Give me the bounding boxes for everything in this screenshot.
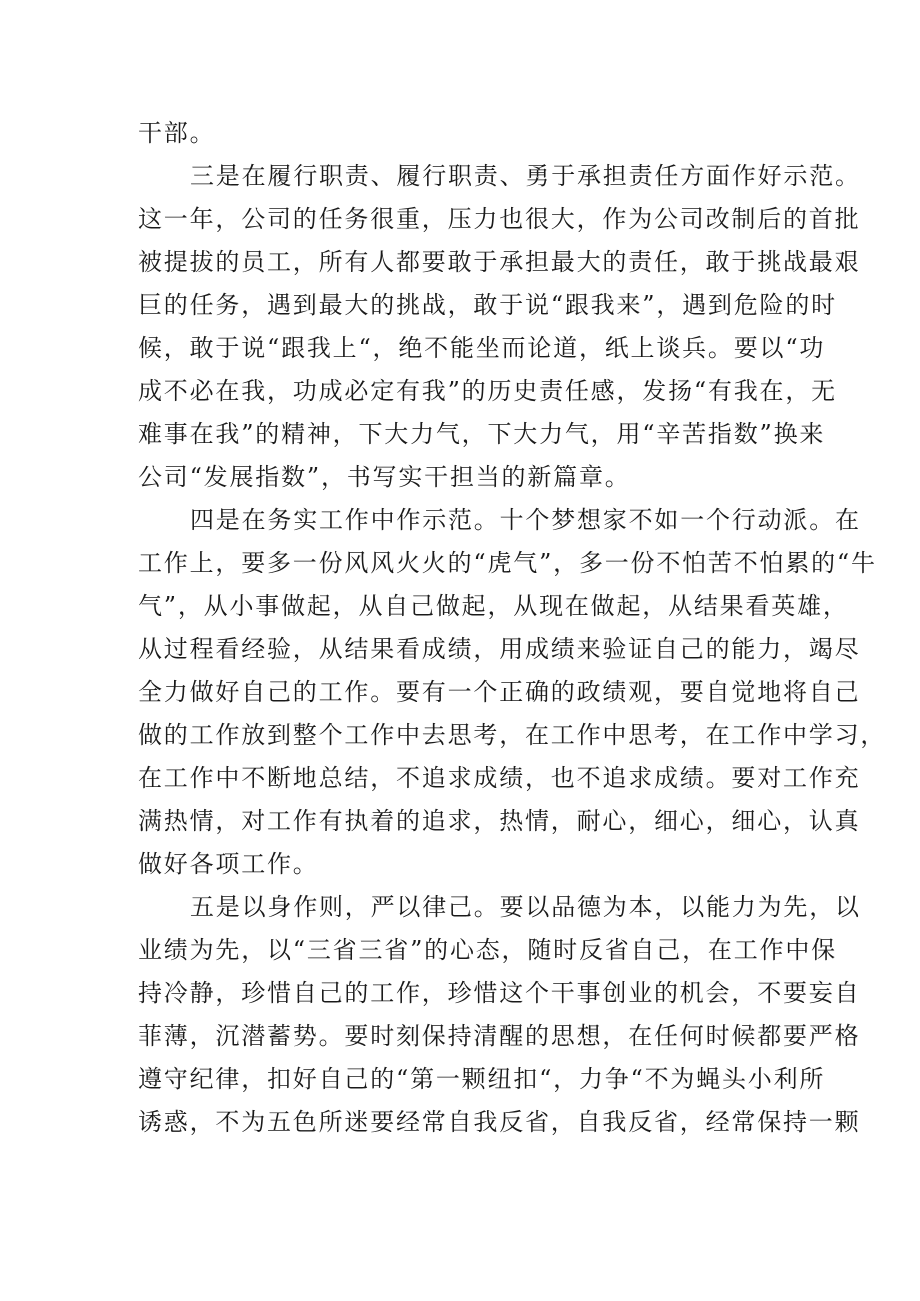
text-line: 诱惑，不为五色所迷要经常自我反省，自我反省，经常保持一颗 xyxy=(138,1108,861,1136)
text-line: 业绩为先，以“三省三省”的心态，随时反省自己，在工作中保 xyxy=(138,936,837,964)
text-line: 这一年，公司的任务很重，压力也很大，作为公司改制后的首批 xyxy=(138,205,861,233)
text-line: 干部。 xyxy=(138,119,216,147)
text-line: 气”，从小事做起，从自己做起，从现在做起，从结果看英雄， xyxy=(138,592,849,620)
text-line: 公司“发展指数”，书写实干担当的新篇章。 xyxy=(138,463,631,491)
text-line: 满热情，对工作有执着的追求，热情，耐心，细心，细心，认真 xyxy=(138,807,861,835)
text-line: 难事在我”的精神，下大力气，下大力气，用“辛苦指数”换来 xyxy=(138,420,826,448)
text-line: 做的工作放到整个工作中去思考，在工作中思考，在工作中学习， xyxy=(138,721,887,749)
text-line: 从过程看经验，从结果看成绩，用成绩来验证自己的能力，竭尽 xyxy=(138,635,861,663)
text-line: 菲薄，沉潜蓄势。要时刻保持清醒的思想，在任何时候都要严格 xyxy=(138,1022,861,1050)
text-line: 被提拔的员工，所有人都要敢于承担最大的责任，敢于挑战最艰 xyxy=(138,248,861,276)
body-text xyxy=(138,112,887,1144)
text-line: 全力做好自己的工作。要有一个正确的政绩观，要自觉地将自己 xyxy=(138,678,861,706)
text-line: 候，敢于说“跟我上“，绝不能坐而论道，纸上谈兵。要以“功 xyxy=(138,334,826,362)
text-line: 成不必在我，功成必定有我”的历史责任感，发扬“有我在，无 xyxy=(138,377,837,405)
paragraph-start-line: 四是在务实工作中作示范。十个梦想家不如一个行动派。在 xyxy=(190,506,861,534)
paragraph-start-line: 五是以身作则，严以律己。要以品德为本，以能力为先，以 xyxy=(190,893,861,921)
text-line: 巨的任务，遇到最大的挑战，敢于说“跟我来”，遇到危险的时 xyxy=(138,291,837,319)
text-line: 工作上，要多一份风风火火的“虎气”，多一份不怕苦不怕累的“牛 xyxy=(138,549,877,577)
text-line: 持冷静，珍惜自己的工作，珍惜这个干事创业的机会，不要妄自 xyxy=(138,979,861,1007)
text-line: 做好各项工作。 xyxy=(138,850,319,878)
paragraph-start-line: 三是在履行职责、履行职责、勇于承担责任方面作好示范。 xyxy=(190,162,861,190)
text-line: 在工作中不断地总结，不追求成绩，也不追求成绩。要对工作充 xyxy=(138,764,861,792)
text-line: 遵守纪律，扣好自己的“第一颗纽扣“，力争“不为蝇头小利所 xyxy=(138,1065,826,1093)
